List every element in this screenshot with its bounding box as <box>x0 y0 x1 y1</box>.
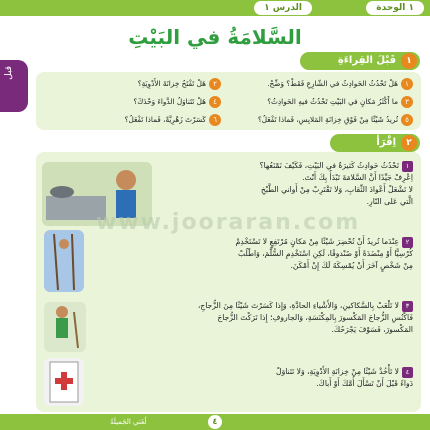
paragraph-line <box>93 300 413 312</box>
question-number: ٣ <box>401 96 413 108</box>
paragraph-line: المَكْسورَ، فَسَوْفَ يَجْرَحُكَ. <box>331 325 413 334</box>
question-text: هَلْ تَتَناوَلُ الدَّواءَ وَحْدَكَ؟ <box>133 97 206 106</box>
child-body-shape <box>56 318 68 338</box>
paragraph-3 <box>93 300 413 344</box>
pre-reading-number: ١ <box>401 53 417 69</box>
ladder-illustration <box>44 230 84 292</box>
question-3 <box>223 96 413 108</box>
watermark: www.jooraran.com <box>96 210 361 235</box>
broom-illustration <box>44 302 86 352</box>
question-text: كَسَرْتَ زَهْرِيَّةً، فَماذا تَفْعَلُ؟ <box>124 115 206 124</box>
footer-bar <box>0 414 430 430</box>
pot-shape <box>50 186 74 198</box>
question-6 <box>43 114 221 126</box>
paragraph-line-text: لا تَلْعَبْ بِالسَّكاكينِ، وَالأَشْياءِ الحادَّةِ، وَإِذا كَسَرْتَ شَيْئًا مِنَ الزُّجاجِ، <box>197 301 399 310</box>
paragraph-line: مِنْ شَخْصٍ آخَرَ أَنْ يُمْسِكَهُ لَكَ إِنْ أَمْكَنَ. <box>290 261 413 270</box>
boy-head-shape <box>116 170 136 190</box>
paragraph-number: ٣ <box>402 301 413 312</box>
paragraph-line-text: عِنْدَما تُريدُ أَنْ تُحْضِرَ شَيْئًا مِنْ مَكانٍ مُرْتَفِعٍ لا تَسْتَخْدِمْ <box>235 237 399 246</box>
question-number: ٤ <box>209 96 221 108</box>
paragraph-number: ١ <box>402 161 413 172</box>
child-head-shape <box>59 239 69 249</box>
paragraph-line: فَاكْنُسِ الزُّجاجَ المَكْسورَ بِالمِكْنَسَةِ، وَالجاروفِ؛ إِذا تَرَكْتَ الزُّجاجَ <box>217 313 413 322</box>
red-cross-horizontal <box>55 378 73 384</box>
paragraph-2 <box>93 236 413 280</box>
read-number: ٢ <box>401 135 417 151</box>
question-1 <box>223 78 413 90</box>
question-number: ٢ <box>209 78 221 90</box>
paragraph-line: كُرْسِيًّا أَوْ مِنْضَدَةً أَوْ صُنْدوقًا، لَكِنِ اسْتَخْدِمِ السُّلَّمَ، وَاطْلُبْ <box>238 249 413 258</box>
paragraph-line <box>93 236 413 248</box>
question-text: هَلْ تَفْتَحُ خِزانَةَ الأَدْوِيَةِ؟ <box>137 79 206 88</box>
footer-text: لُغَتي الجَميلَةُ <box>110 418 147 426</box>
paragraph-number: ٢ <box>402 237 413 248</box>
read-heading-text: اِقْرَأْ <box>376 137 396 148</box>
pre-reading-heading-text: قَبْلَ القِراءَةِ <box>337 55 396 66</box>
lesson-label: الدرس ١ <box>254 1 312 15</box>
medicine-cabinet-illustration <box>44 358 84 406</box>
cabinet-drawing <box>44 358 84 406</box>
reading-box <box>36 152 421 412</box>
ladder-rail <box>72 234 74 290</box>
paragraph-line <box>113 366 413 378</box>
page-number: ٤ <box>208 415 222 429</box>
paragraph-line-text: تَحْدُثُ حَوادِثُ كَثيرَةٌ في البَيْتِ، فَكَيْفَ نَمْنَعُها؟ <box>259 161 399 170</box>
question-text: هَلْ تَحْدُثُ الحَوادِثُ في الشّارِعِ فَقَطْ؟ وَضِّحْ. <box>267 79 398 88</box>
paragraph-line: لا تَشْعَلْ أَعْوادَ الثِّقابِ، وَلا تَقْتَرِبْ مِنْ أَواني الطَّبْخِ <box>260 185 413 194</box>
top-header-bar <box>0 0 430 16</box>
question-number: ٥ <box>401 114 413 126</box>
broom-drawing <box>44 302 86 352</box>
question-2 <box>43 78 221 90</box>
paragraph-number: ٤ <box>402 367 413 378</box>
paragraph-1 <box>163 160 413 216</box>
broom-handle <box>74 312 78 348</box>
paragraph-line-text: لا تَأْخُذْ شَيْئًا مِنْ خِزانَةِ الأَدْوِيَةِ، وَلا تَتَناوَلْ <box>276 367 399 376</box>
question-text: تُريدُ شَيْئًا مِنْ فَوْقِ خِزانَةِ المَلابِسِ، فَماذا تَفْعَلُ؟ <box>257 115 398 124</box>
side-tab <box>0 60 28 112</box>
paragraph-line: دَواءً قَبْلَ أَنْ تَسْأَلَ أُمَّكَ أَوْ أَباكَ. <box>316 379 413 388</box>
child-head-shape <box>56 306 68 318</box>
question-4 <box>43 96 221 108</box>
question-5 <box>223 114 413 126</box>
read-heading <box>330 134 420 152</box>
side-tab-label: قبل <box>4 66 14 80</box>
paragraph-4 <box>113 366 413 398</box>
page-title: السَّلامَةُ في البَيْتِ <box>128 25 302 49</box>
ladder-rail <box>54 234 58 290</box>
paragraph-line: اِعْرِفْ جَيِّدًا أَنَّ السَّلامَةَ تَبْدَأُ بِكَ أَنْتَ. <box>302 173 413 182</box>
paragraph-line <box>163 160 413 172</box>
ladder-drawing <box>44 230 84 292</box>
pre-reading-heading <box>300 52 420 70</box>
paragraph-line: الَّتي عَلى النّارِ. <box>366 197 413 206</box>
pre-reading-box <box>36 72 421 130</box>
unit-label: ١ الوحدة <box>366 1 424 15</box>
question-number: ٦ <box>209 114 221 126</box>
question-text: ما أَكْثَرُ مَكانٍ في البَيْتِ تَحْدُثُ فيهِ الحَوادِثُ؟ <box>267 97 398 106</box>
question-number: ١ <box>401 78 413 90</box>
